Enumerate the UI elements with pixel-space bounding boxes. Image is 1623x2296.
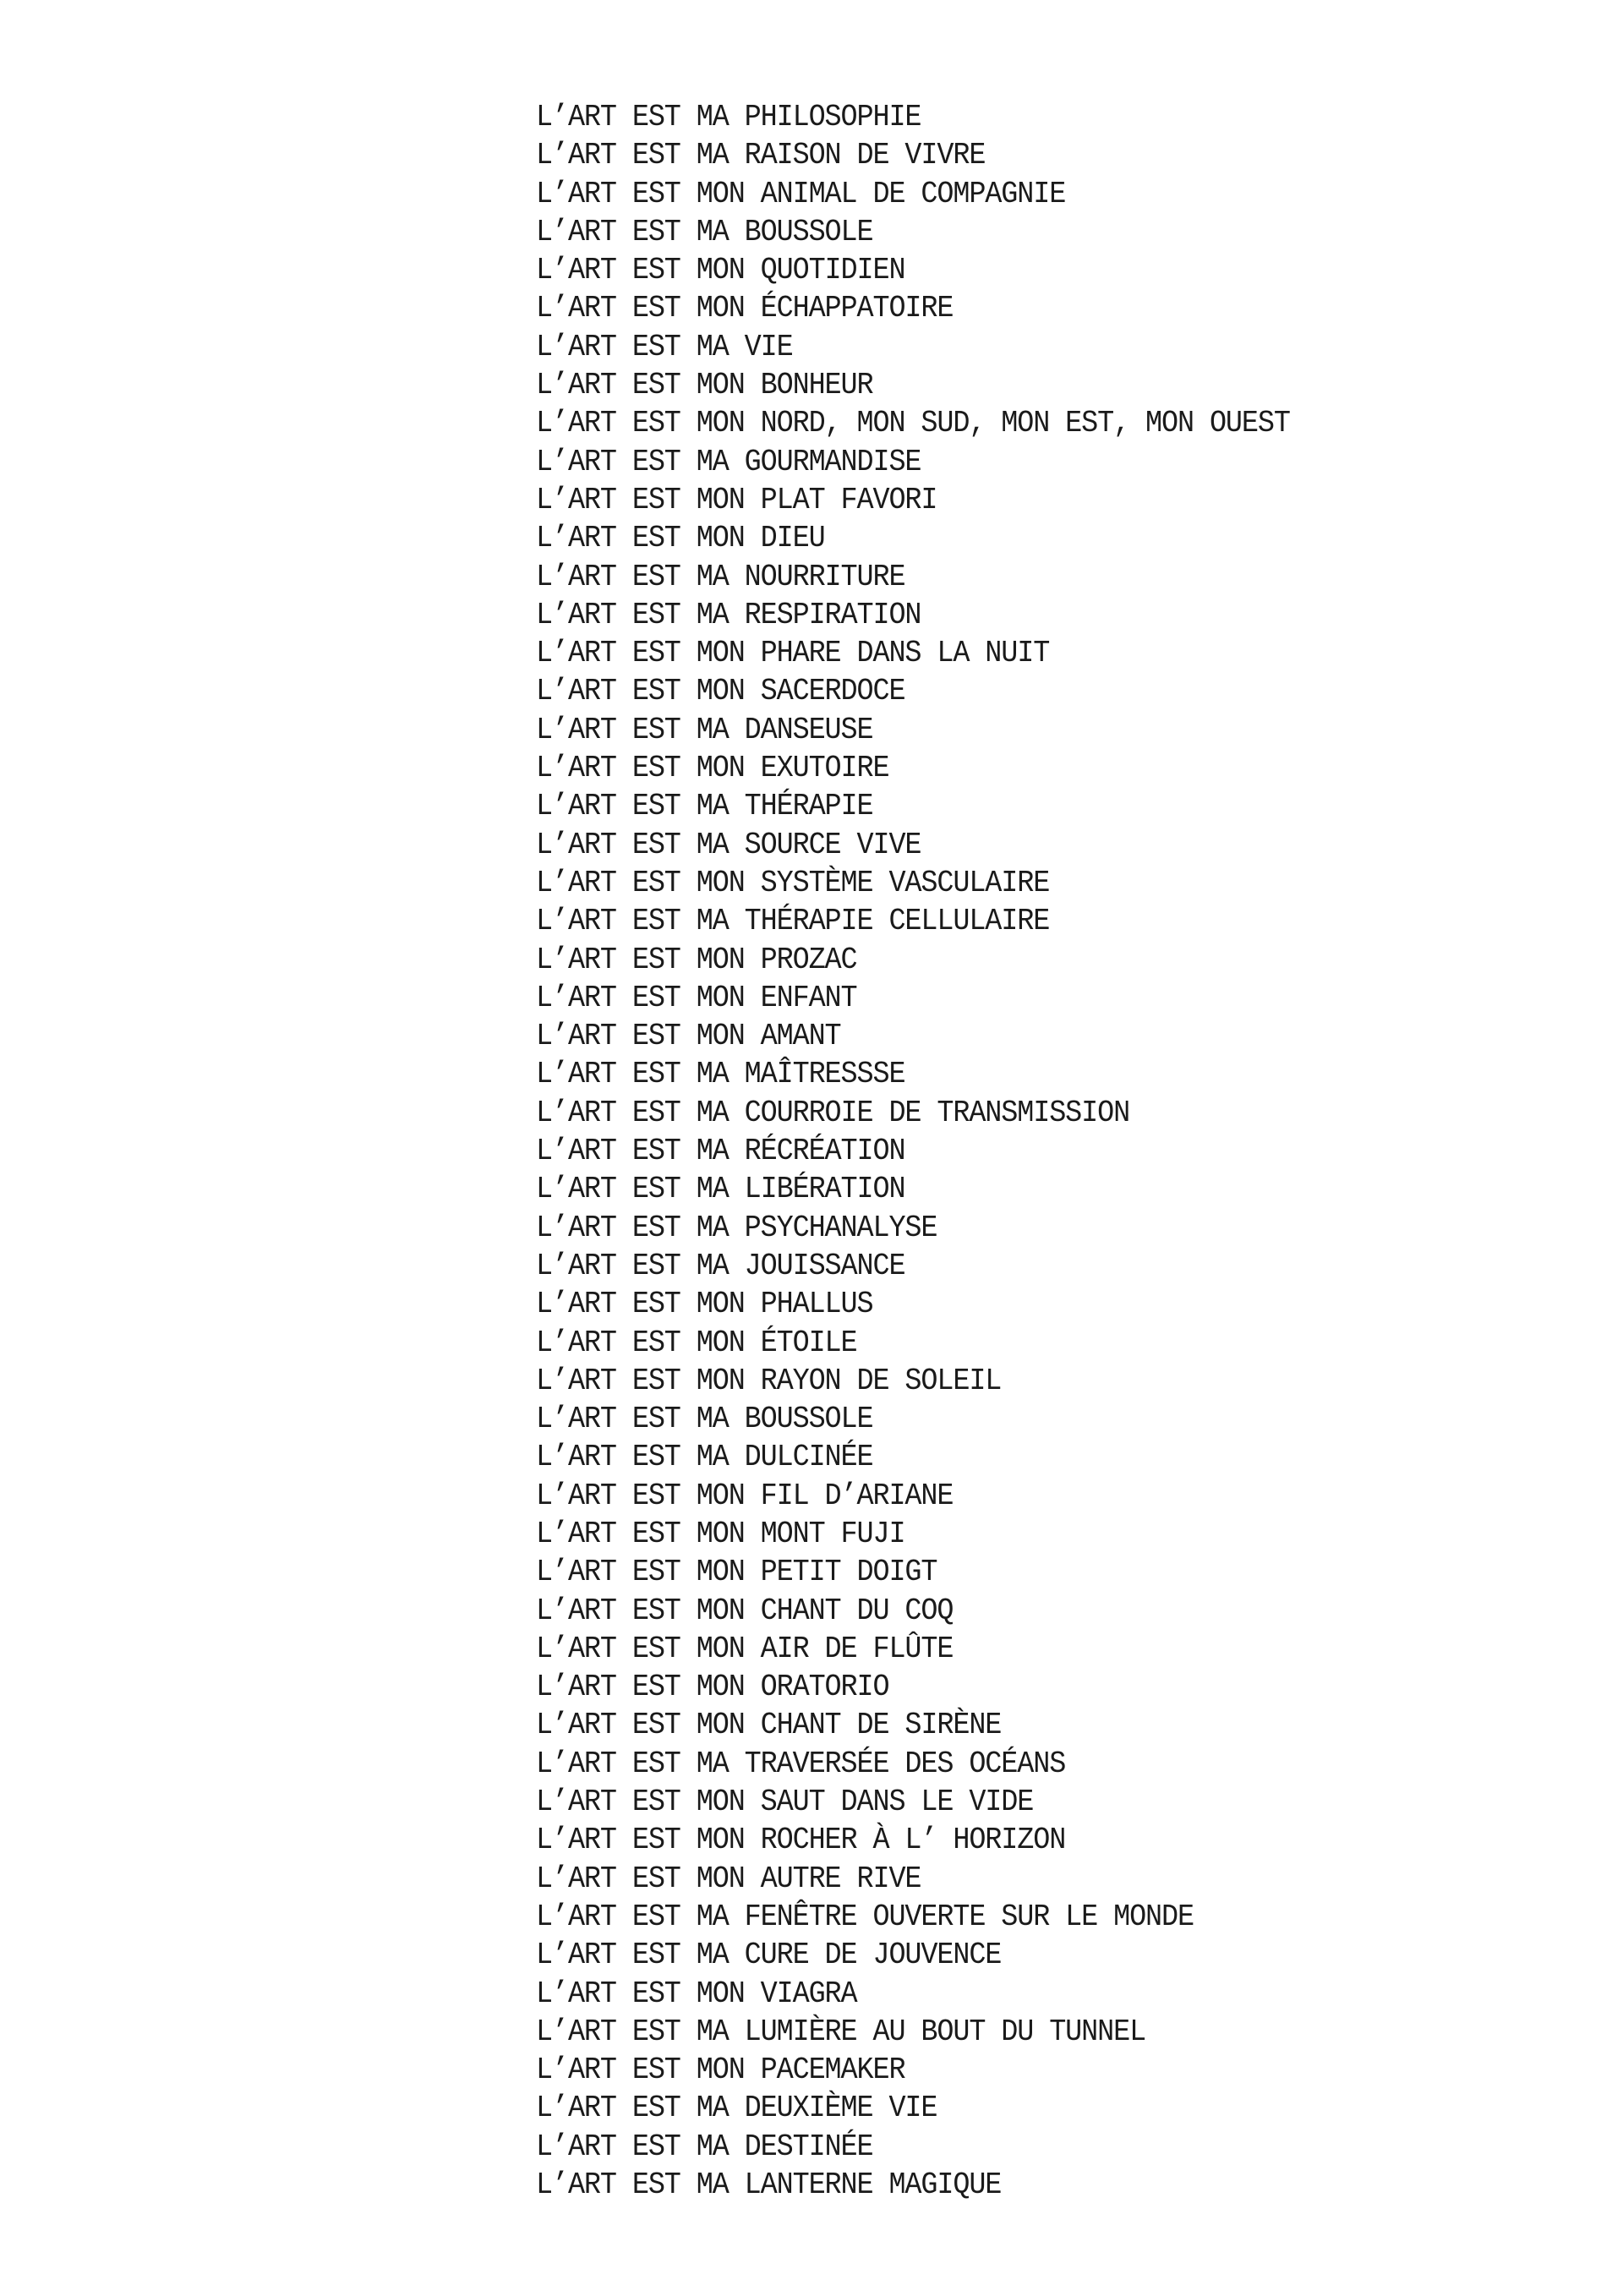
poem-line: L’ART EST MON ORATORIO bbox=[536, 1670, 889, 1705]
poem-line: L’ART EST MA BOUSSOLE bbox=[536, 214, 873, 249]
poem-line: L’ART EST MON PROZAC bbox=[536, 942, 857, 977]
poem-line: L’ART EST MON SAUT DANS LE VIDE bbox=[536, 1785, 1034, 1820]
poem-line: L’ART EST MA JOUISSANCE bbox=[536, 1248, 905, 1283]
poem-line: L’ART EST MON VIAGRA bbox=[536, 1976, 857, 2011]
poem-line: L’ART EST MA LIBÉRATION bbox=[536, 1172, 905, 1207]
poem-line: L’ART EST MON PHALLUS bbox=[536, 1287, 873, 1322]
poem-line: L’ART EST MON PLAT FAVORI bbox=[536, 482, 937, 517]
poem-line: L’ART EST MON PHARE DANS LA NUIT bbox=[536, 636, 1050, 671]
poem-line: L’ART EST MON CHANT DE SIRÈNE bbox=[536, 1708, 1002, 1743]
poem-line: L’ART EST MON AUTRE RIVE bbox=[536, 1861, 921, 1896]
poem-line: L’ART EST MA DEUXIÈME VIE bbox=[536, 2091, 937, 2126]
poem-line: L’ART EST MON SYSTÈME VASCULAIRE bbox=[536, 865, 1050, 900]
poem-line: L’ART EST MON FIL D’ARIANE bbox=[536, 1478, 954, 1513]
poem-line: L’ART EST MA RÉCRÉATION bbox=[536, 1134, 905, 1169]
poem-line: L’ART EST MON ANIMAL DE COMPAGNIE bbox=[536, 176, 1066, 211]
poem-line: L’ART EST MA COURROIE DE TRANSMISSION bbox=[536, 1095, 1130, 1130]
poem-line: L’ART EST MON MONT FUJI bbox=[536, 1516, 905, 1551]
poem-line: L’ART EST MON RAYON DE SOLEIL bbox=[536, 1363, 1002, 1398]
poem-line: L’ART EST MA NOURRITURE bbox=[536, 559, 905, 594]
poem-line: L’ART EST MA PSYCHANALYSE bbox=[536, 1210, 937, 1245]
poem-line: L’ART EST MON PETIT DOIGT bbox=[536, 1555, 937, 1590]
poem-line: L’ART EST MA TRAVERSÉE DES OCÉANS bbox=[536, 1746, 1066, 1781]
poem-line: L’ART EST MON AMANT bbox=[536, 1019, 841, 1054]
poem-line: L’ART EST MON BONHEUR bbox=[536, 368, 873, 403]
poem-line: L’ART EST MA LANTERNE MAGIQUE bbox=[536, 2168, 1002, 2203]
poem-line: L’ART EST MA PHILOSOPHIE bbox=[536, 100, 921, 134]
poem-line: L’ART EST MON ENFANT bbox=[536, 980, 857, 1015]
poem-line: L’ART EST MA DANSEUSE bbox=[536, 712, 873, 747]
poem-line: L’ART EST MA RESPIRATION bbox=[536, 597, 921, 632]
poem-line: L’ART EST MA GOURMANDISE bbox=[536, 444, 921, 479]
poem-line: L’ART EST MA THÉRAPIE CELLULAIRE bbox=[536, 904, 1050, 939]
poem-line: L’ART EST MON ÉCHAPPATOIRE bbox=[536, 291, 954, 326]
poem-lines bbox=[536, 98, 1347, 2204]
poem-line: L’ART EST MON NORD, MON SUD, MON EST, MON OUEST bbox=[536, 406, 1290, 441]
poem-line: L’ART EST MA RAISON DE VIVRE bbox=[536, 138, 986, 173]
poem-line: L’ART EST MA FENÊTRE OUVERTE SUR LE MONDE bbox=[536, 1899, 1194, 1934]
poem-line: L’ART EST MA DULCINÉE bbox=[536, 1440, 873, 1475]
poem-line: L’ART EST MA MAÎTRESSSE bbox=[536, 1057, 905, 1092]
poem-line: L’ART EST MA VIE bbox=[536, 329, 793, 364]
poem-line: L’ART EST MA CURE DE JOUVENCE bbox=[536, 1938, 1002, 1973]
poem-line: L’ART EST MON AIR DE FLÛTE bbox=[536, 1631, 954, 1666]
poem-line: L’ART EST MON PACEMAKER bbox=[536, 2053, 905, 2088]
poem-line: L’ART EST MON CHANT DU COQ bbox=[536, 1593, 954, 1628]
poem-line: L’ART EST MON QUOTIDIEN bbox=[536, 253, 905, 288]
poem-line: L’ART EST MA LUMIÈRE AU BOUT DU TUNNEL bbox=[536, 2014, 1146, 2049]
poem-line: L’ART EST MA DESTINÉE bbox=[536, 2129, 873, 2164]
poem-line: L’ART EST MON EXUTOIRE bbox=[536, 751, 889, 786]
poem-line: L’ART EST MON DIEU bbox=[536, 521, 825, 556]
poem-line: L’ART EST MA THÉRAPIE bbox=[536, 789, 873, 824]
poem-line: L’ART EST MA SOURCE VIVE bbox=[536, 827, 921, 862]
poem-line: L’ART EST MON SACERDOCE bbox=[536, 674, 905, 709]
poem-line: L’ART EST MON ÉTOILE bbox=[536, 1325, 857, 1360]
poem-line: L’ART EST MA BOUSSOLE bbox=[536, 1402, 873, 1437]
poem-line: L’ART EST MON ROCHER À L’ HORIZON bbox=[536, 1823, 1066, 1858]
